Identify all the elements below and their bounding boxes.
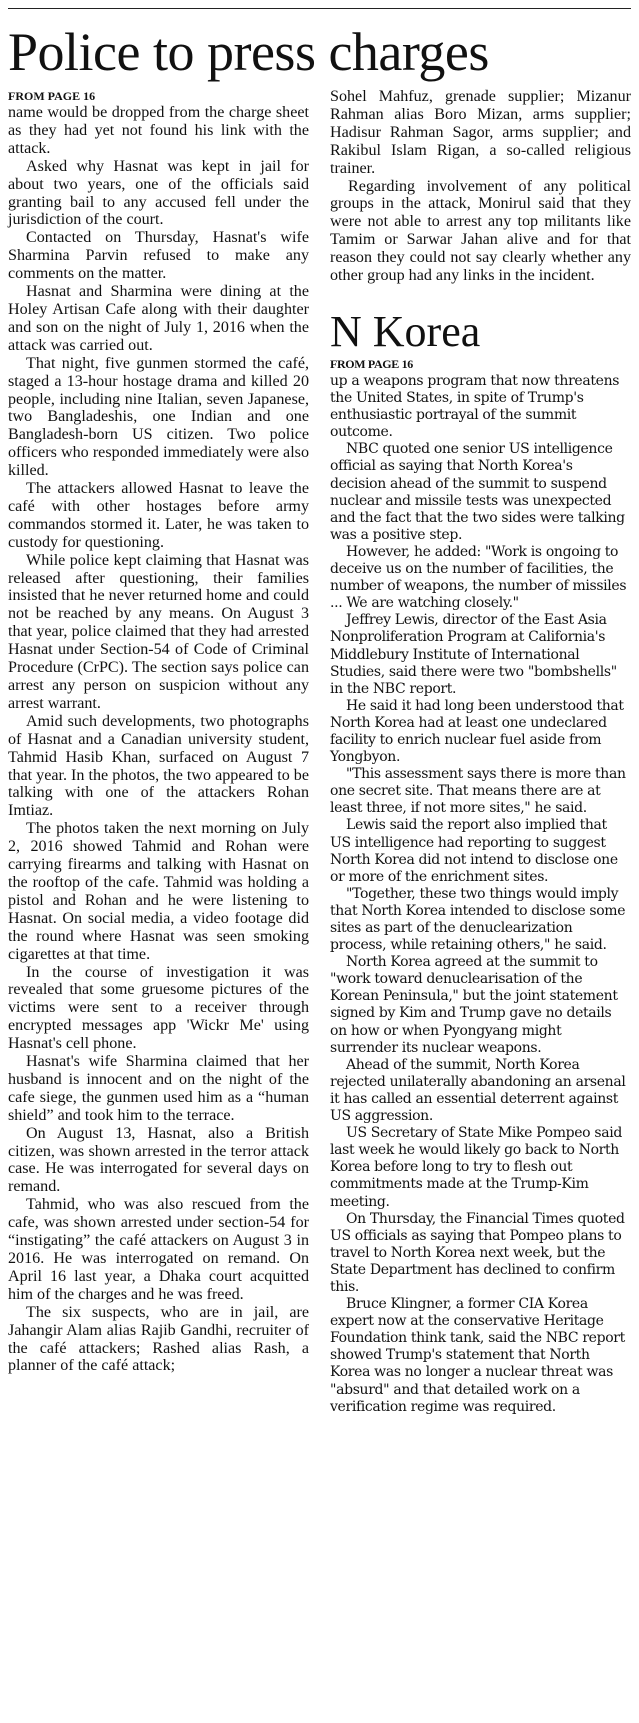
paragraph: Tahmid, who was also rescued from the cafe, was shown arrested under section-54 for “instigating” the café attackers on August 3 in 2016. He was interrogated on remand. On April 16 last year, a Dhaka court acquitted him of the charges and he was freed. — [8, 1196, 309, 1303]
paragraph: Hasnat and Sharmina were dining at the Holey Artisan Cafe along with their daughter and son on the night of July 1, 2016 when the attack was carried out. — [8, 283, 309, 354]
paragraph: In the course of investigation it was revealed that some gruesome pictures of the victims were sent to a receiver through encrypted messages app 'Wickr Me' using Hasnat's cell phone. — [8, 963, 309, 1053]
paragraph: up a weapons program that now threatens the United States, in spite of Trump's enthusiastic portrayal of the summit outcome. — [330, 373, 620, 441]
paragraph: Regarding involvement of any political groups in the attack, Monirul said that they were not able to arrest any top militants like Tamim or Sarwar Jahan alive and for that reason they could not say clearly whether any other group had any links in the incident. — [330, 177, 631, 285]
paragraph: NBC quoted one senior US intelligence official as saying that North Korea's decision ahead of the summit to suspend nuclear and missile tests was unexpected and the fact that the two sides were talking was a positive step. — [330, 441, 625, 543]
paragraph: On August 13, Hasnat, also a British citizen, was shown arrested in the terror attack case. He was interrogated for several days on remand. — [8, 1124, 309, 1196]
paragraph: While police kept claiming that Hasnat was released after questioning, their families insisted that he never returned home and could not be reached by any means. On August 3 that year, police claimed that they had arrested Hasnat under Section-54 of Code of Criminal Procedure (CrPC). The section says police can arrest any person on suspicion without any arrest warrant. — [8, 551, 309, 712]
korea-from-page-kicker: FROM PAGE 16 — [330, 357, 413, 371]
korea-headline: N Korea — [330, 307, 481, 356]
paragraph: Jeffrey Lewis, director of the East Asia Nonproliferation Program at California's Middlebury Institute of International Studies, said there were two "bombshells" in the NBC report. — [330, 612, 617, 697]
paragraph: However, he added: "Work is ongoing to deceive us on the number of facilities, the number of weapons, the number of missiles ... We are watching closely." — [330, 543, 627, 612]
paragraph: Ahead of the summit, North Korea rejected unilaterally abandoning an arsenal it has called an essential deterrent against US aggression. — [330, 1056, 626, 1125]
paragraph: The photos taken the next morning on July 2, 2016 showed Tahmid and Rohan were carrying firearms and talking with Hasnat on the rooftop of the cafe. Tahmid was holding a pistol and Rohan and he were listening to Hasnat. On social media, a video footage did the round where Hasnat was seen smoking cigarettes at that time. — [8, 820, 309, 963]
top-rule — [8, 8, 631, 9]
paragraph: On Thursday, the Financial Times quoted US officials as saying that Pompeo plans to travel to North Korea next week, but the State Department has declined to confirm this. — [330, 1210, 625, 1295]
paragraph: Lewis said the report also implied that US intelligence had reporting to suggest North Korea did not intend to disclose one or more of the enrichment sites. — [330, 817, 618, 885]
paragraph: Hasnat's wife Sharmina claimed that her husband is innocent and on the night of the cafe siege, the gunmen used him as a “human shield” and took him to the terrace. — [8, 1053, 309, 1124]
paragraph: name would be dropped from the charge sheet as they had yet not found his link with the attack. — [8, 104, 309, 157]
paragraph: Sohel Mahfuz, grenade supplier; Mizanur Rahman alias Boro Mizan, arms supplier; Hadisur Rahman Sagor, arms supplier; and Rakibul Islam Rigan, a so-called religious trainer. — [330, 88, 631, 177]
paragraph: He said it had long been understood that North Korea had at least one undeclared facility to enrich nuclear fuel aside from Yongbyon. — [330, 697, 624, 766]
paragraph: North Korea agreed at the summit to "work toward denuclearisation of the Korean Peninsula," but the joint statement signed by Kim and Trump gave no details on how or when Pyongyang might surrender its nuclear weapons. — [330, 954, 618, 1056]
paragraph: "Together, these two things would imply that North Korea intended to disclose some sites as part of the denuclearization process, while retaining others," he said. — [330, 885, 626, 954]
paragraph: The attackers allowed Hasnat to leave the café with other hostages before army commandos stormed it. Later, he was taken to custody for questioning. — [8, 480, 309, 551]
from-page-kicker: FROM PAGE 16 — [8, 89, 96, 103]
paragraph: "This assessment says there is more than one secret site. That means there are at least three, if not more sites," he said. — [330, 766, 626, 817]
article-left-column — [8, 88, 309, 1375]
article-korea-column — [330, 356, 631, 1416]
headline: Police to press charges — [8, 22, 489, 82]
paragraph: That night, five gunmen stormed the café, staged a 13-hour hostage drama and killed 20 people, including nine Italian, seven Japanese, two Bangladeshis, one Indian and one Bangladesh-born US citizen. Two police officers who responded immediately were also killed. — [8, 354, 309, 480]
paragraph: US Secretary of State Mike Pompeo said last week he would likely go back to North Korea before long to try to flesh out commitments made at the Trump-Kim meeting. — [330, 1125, 622, 1210]
paragraph: Amid such developments, two photographs of Hasnat and a Canadian university student, Tahmid Hasib Khan, surfaced on August 7 that year. In the photos, the two appeared to be talking with one of the attackers Rohan Imtiaz. — [8, 712, 309, 820]
article-right-continuation — [330, 88, 631, 285]
paragraph: Asked why Hasnat was kept in jail for about two years, one of the officials said granting bail to any accused fell under the jurisdiction of the court. — [8, 157, 309, 229]
paragraph: Bruce Klingner, a former CIA Korea expert now at the conservative Heritage Foundation think tank, said the NBC report showed Trump's statement that North Korea was no longer a nuclear threat was "absurd" and that detailed work on a verification regime was required. — [330, 1296, 625, 1415]
paragraph: Contacted on Thursday, Hasnat's wife Sharmina Parvin refused to make any comments on the matter. — [8, 229, 309, 283]
paragraph: The six suspects, who are in jail, are Jahangir Alam alias Rajib Gandhi, recruiter of the café attackers; Rashed alias Rash, a planner of the café attack; — [8, 1303, 309, 1375]
